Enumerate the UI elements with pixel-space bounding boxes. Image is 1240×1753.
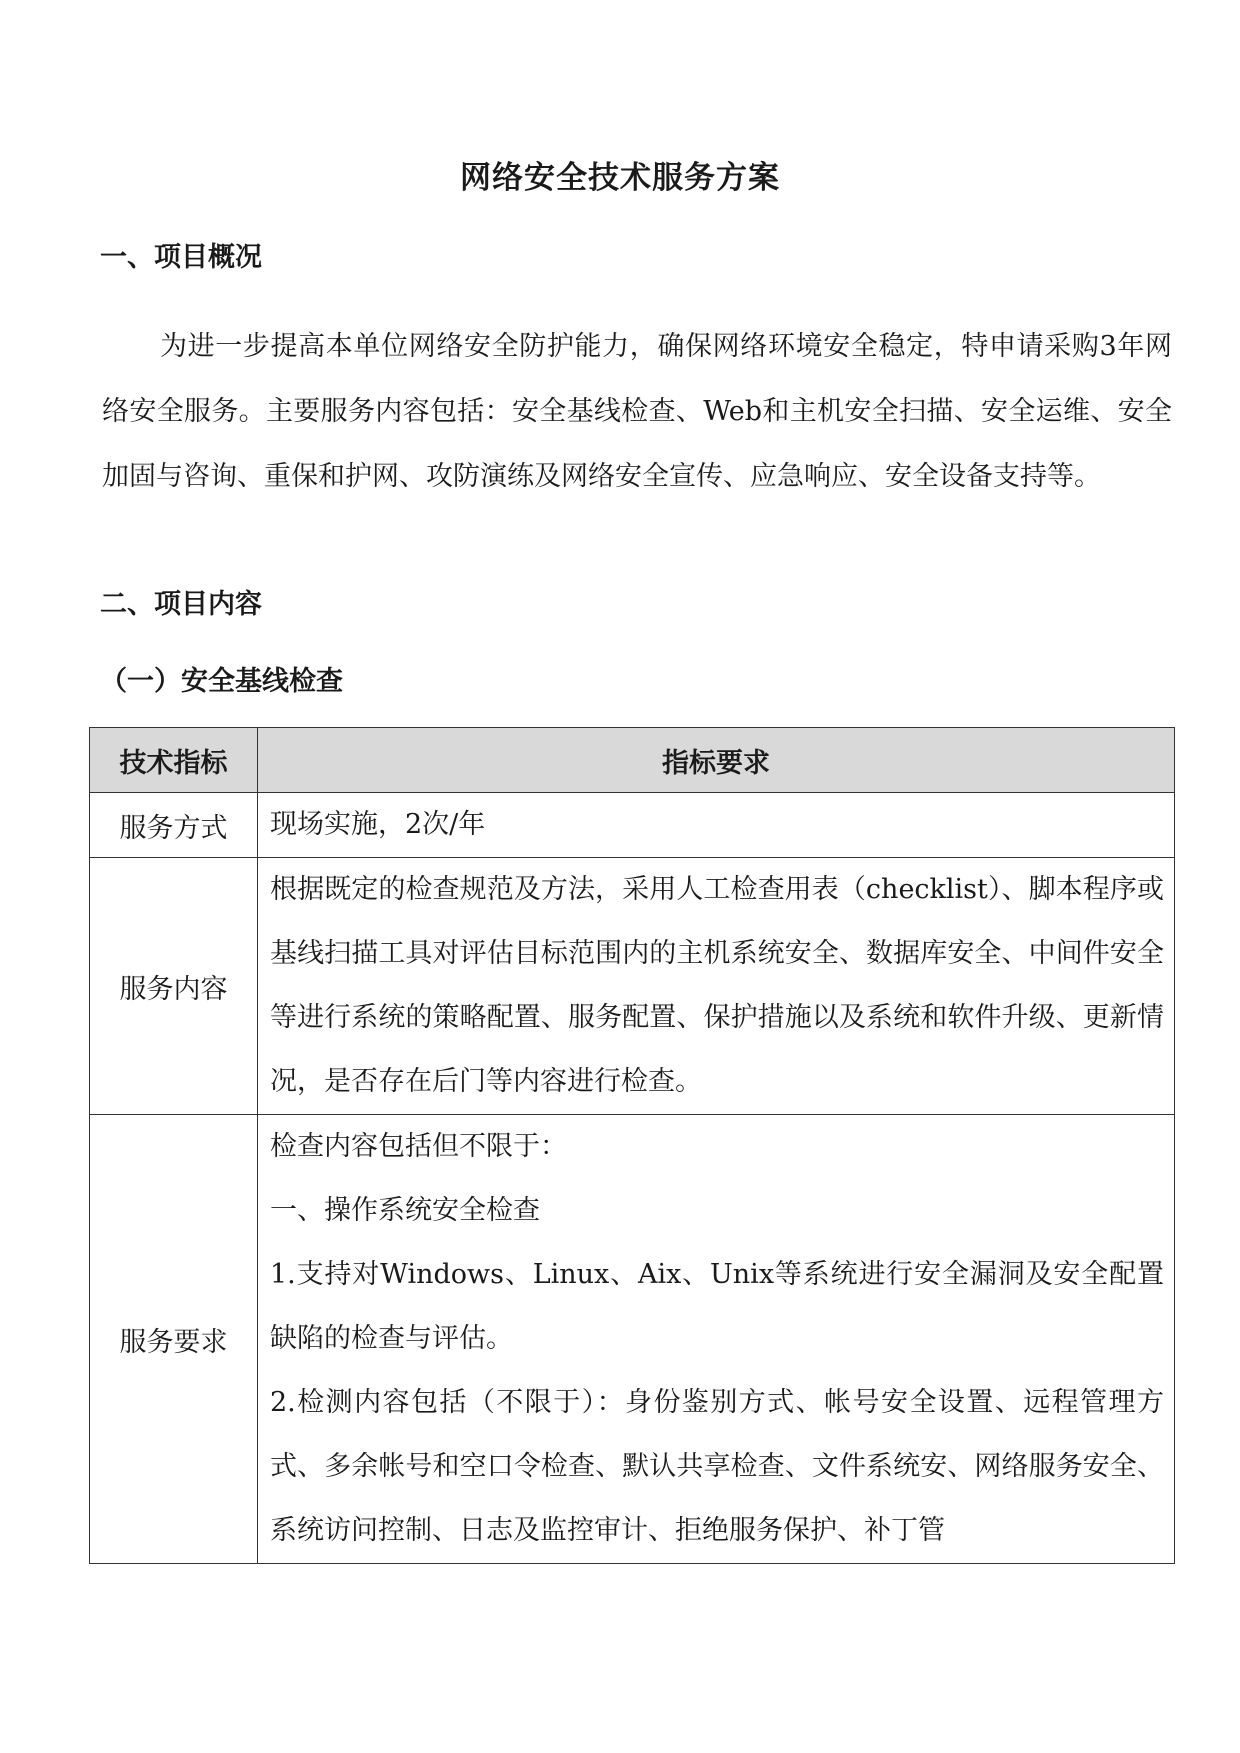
header-technical-indicator: 技术指标: [90, 728, 258, 793]
section-heading-overview: 一、项目概况: [100, 242, 262, 273]
requirement-line: 1.支持对Windows、Linux、Aix、Unix等系统进行安全漏洞及安全配置缺陷的检查与评估。: [270, 1259, 1164, 1354]
overview-paragraph: 为进一步提高本单位网络安全防护能力，确保网络环境安全稳定，特申请采购3年网络安全服务。主要服务内容包括：安全基线检查、Web和主机安全扫描、安全运维、安全加固与咨询、重保和护网、攻防演练及网络安全宣传、应急响应、安全设备支持等。: [102, 331, 1172, 492]
row-value-service-content: 根据既定的检查规范及方法，采用人工检查用表（checklist）、脚本程序或基线扫描工具对评估目标范围内的主机系统安全、数据库安全、中间件安全等进行系统的策略配置、服务配置、保护措施以及系统和软件升级、更新情况，是否存在后门等内容进行检查。: [258, 858, 1175, 1115]
requirement-line: 2.检测内容包括（不限于）：身份鉴别方式、帐号安全设置、远程管理方式、多余帐号和空口令检查、默认共享检查、文件系统安、网络服务安全、系统访问控制、日志及监控审计、拒绝服务保护、补丁管: [270, 1387, 1164, 1546]
table-row: [90, 793, 1175, 858]
section-heading-content: 二、项目内容: [100, 589, 262, 620]
table-row: [90, 1115, 1175, 1564]
row-value-service-requirement: [258, 1115, 1175, 1564]
row-value-service-method: 现场实施，2次/年: [258, 793, 1175, 858]
baseline-check-table: [89, 727, 1175, 1564]
table-row: [90, 858, 1175, 1115]
subsection-heading-baseline-check: （一）安全基线检查: [100, 666, 343, 697]
row-label-service-requirement: 服务要求: [90, 1115, 258, 1564]
row-label-service-content: 服务内容: [90, 858, 258, 1115]
requirement-line: 检查内容包括但不限于：: [270, 1131, 567, 1162]
row-label-service-method: 服务方式: [90, 793, 258, 858]
document-title: 网络安全技术服务方案: [460, 160, 780, 196]
requirement-line: 一、操作系统安全检查: [270, 1195, 540, 1226]
table-header-row: [90, 728, 1175, 793]
header-indicator-requirement: 指标要求: [258, 728, 1175, 793]
